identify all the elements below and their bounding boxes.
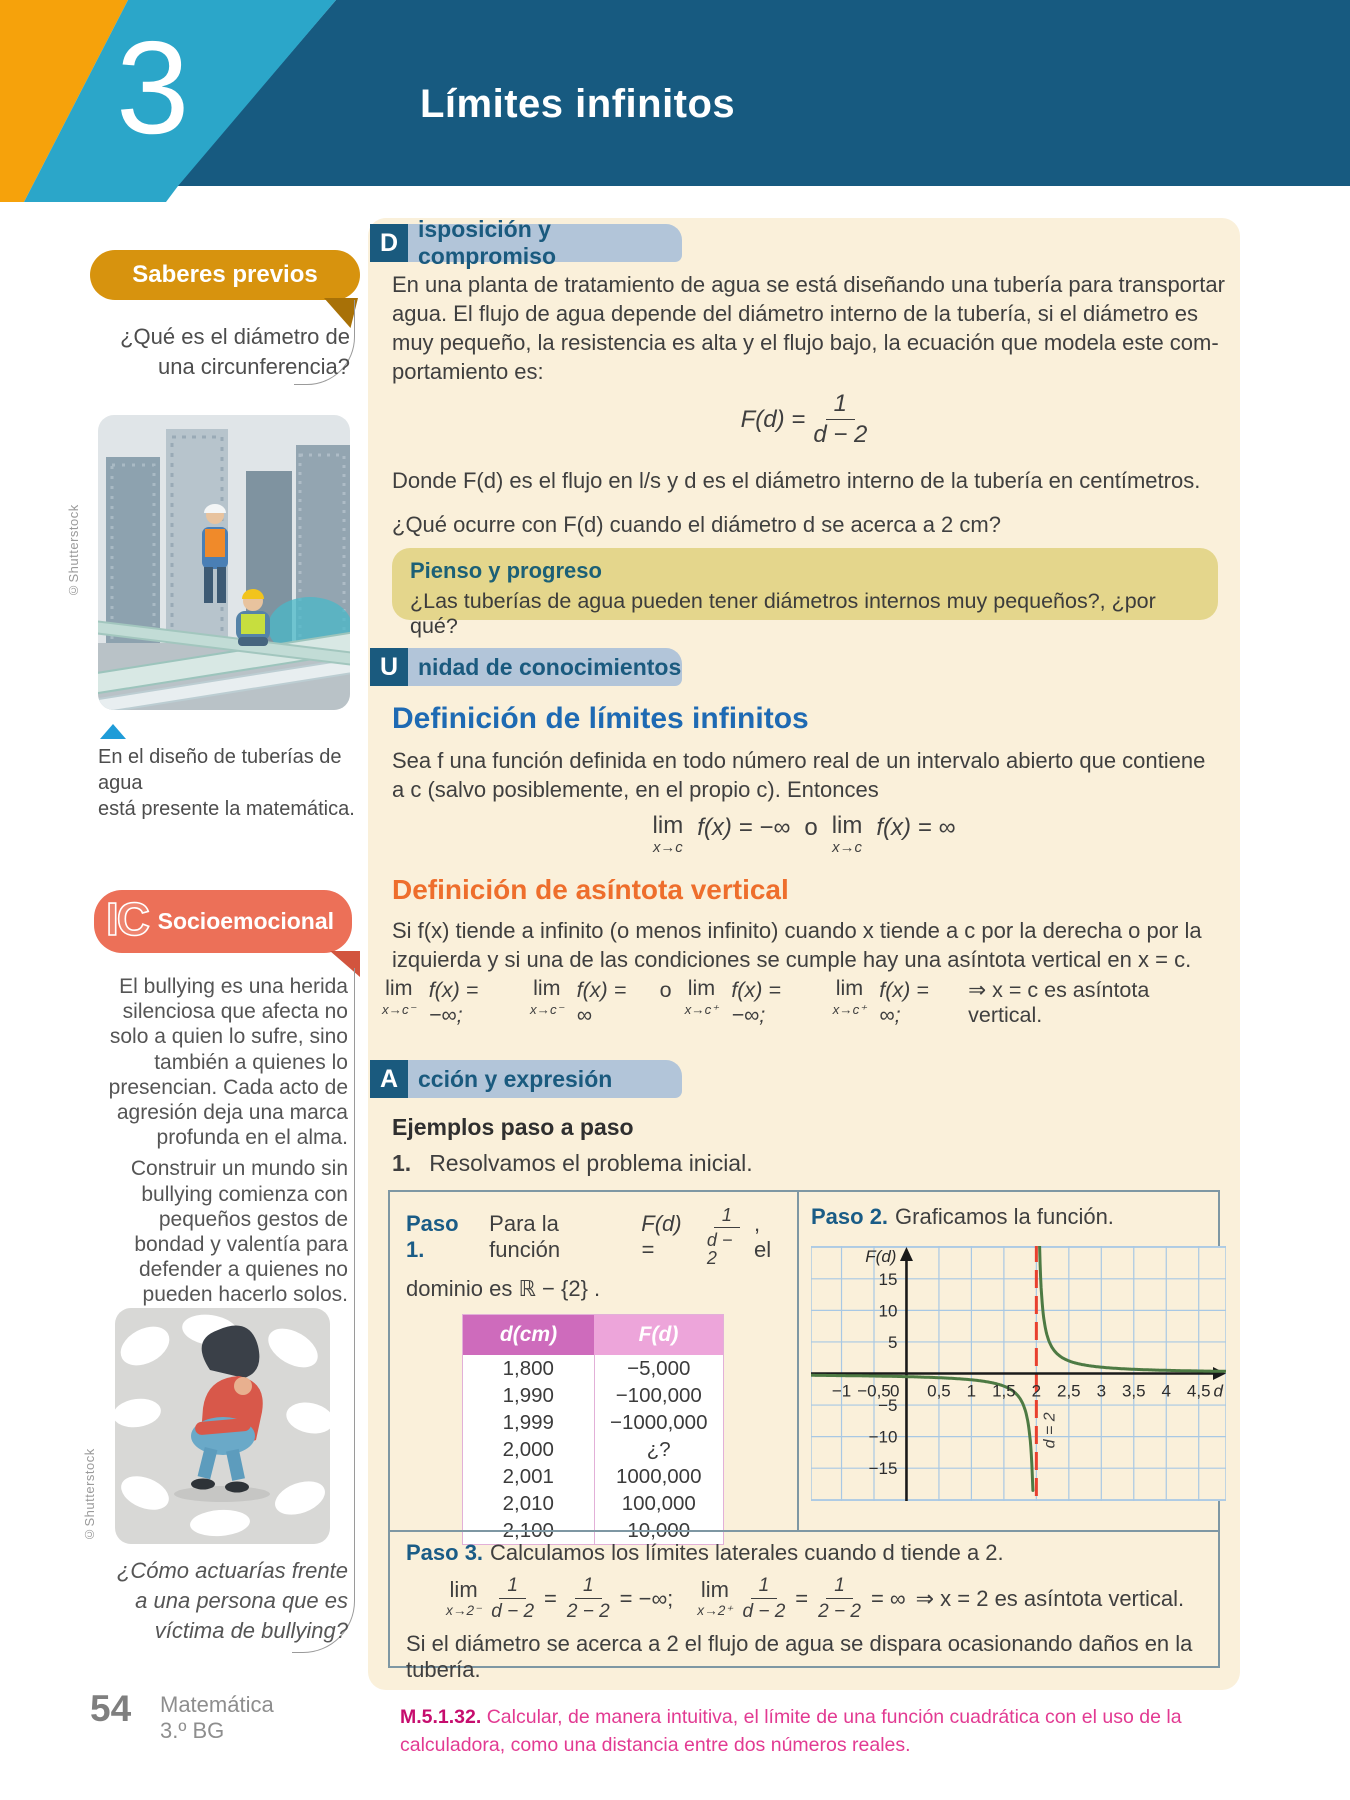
- paso3-formula-row: [446, 1576, 1202, 1621]
- socioemocional-label: Socioemocional: [157, 908, 334, 934]
- exercise-text: Resolvamos el problema inicial.: [429, 1150, 753, 1176]
- table-cell: 1,800: [463, 1355, 595, 1382]
- table-row: [463, 1463, 724, 1490]
- photo-credit: ©Shutterstock: [66, 504, 81, 598]
- paso3-frac-4: $\frac{1}{2 - 2}$: [818, 1575, 861, 1622]
- saberes-previos-badge: [90, 250, 360, 300]
- limit-right-expr: f(x) = ∞: [876, 814, 956, 841]
- photo-illustration: [98, 415, 350, 710]
- section-accion: [370, 1060, 682, 1098]
- paso3-frac-1: $\frac{1}{d - 2}$: [491, 1575, 535, 1622]
- svg-text:4: 4: [1161, 1381, 1171, 1401]
- exercise-number: 1.: [392, 1150, 412, 1176]
- cond-expr-3: f(x) = −∞;: [731, 978, 781, 1027]
- pipes-workers-photo: [98, 415, 350, 710]
- cond-limit-4: lim x→c⁺: [832, 976, 867, 1017]
- section-letter-a: A: [370, 1060, 408, 1098]
- crouching-person: [191, 1326, 263, 1493]
- chapter-number: 3: [116, 14, 190, 161]
- course-label: [160, 1692, 274, 1744]
- section-label-unidad: nidad de conocimientos: [408, 648, 682, 686]
- svg-text:−1: −1: [831, 1381, 852, 1401]
- section-letter-u: U: [370, 648, 408, 686]
- limit-left: lim x→c: [652, 812, 684, 856]
- table-header-fd: F(d): [594, 1315, 724, 1356]
- where-line: [392, 466, 1220, 495]
- paso3-note: Si el diámetro se acerca a 2 el flujo de agua se dispara ocasionando daños en la tubería.: [406, 1631, 1193, 1682]
- svg-text:d = 2: d = 2: [1041, 1412, 1059, 1449]
- paso1-tail: , el: [753, 1210, 772, 1262]
- pienso-y-progreso-box: [392, 548, 1218, 638]
- paso3-result-left: = −∞;: [619, 1585, 674, 1611]
- paso1-cell: [390, 1192, 799, 1542]
- table-cell: 2,000: [463, 1436, 595, 1463]
- svg-text:−10: −10: [868, 1427, 898, 1447]
- saberes-question: ¿Qué es el diámetro de una circunferencia?: [120, 324, 350, 379]
- paso3-result-right: = ∞: [870, 1585, 906, 1611]
- svg-text:0,5: 0,5: [927, 1381, 951, 1401]
- paso3-label: Paso 3.: [406, 1540, 484, 1565]
- paso3-frac-3: $\frac{1}{d - 2}$: [742, 1575, 786, 1622]
- socioemocional-question: ¿Cómo actuarías frente a una persona que es víctima de bullying?: [116, 1558, 348, 1643]
- asymptote-paragraph: Si f(x) tiende a infinito (o menos infinito) cuando x tiende a c por la derecha o por la izquierda y si una de las condiciones se cumple hay una asíntota vertical en x = c.: [392, 918, 1202, 972]
- table-cell: 2,001: [463, 1463, 595, 1490]
- svg-text:2,5: 2,5: [1057, 1381, 1081, 1401]
- illustration-credit: ©Shutterstock: [82, 1448, 97, 1542]
- table-cell: 2,010: [463, 1490, 595, 1517]
- or-word-2: o: [659, 978, 672, 1002]
- paso3-frac-2: $\frac{1}{2 - 2}$: [566, 1575, 610, 1622]
- svg-text:F(d): F(d): [865, 1247, 897, 1266]
- table-cell: ¿?: [594, 1436, 724, 1463]
- svg-text:10: 10: [878, 1301, 898, 1321]
- cond-limit-2: lim x→c⁻: [529, 976, 564, 1017]
- svg-text:2: 2: [1031, 1381, 1042, 1401]
- page-number: 54: [90, 1688, 132, 1729]
- svg-text:1: 1: [966, 1381, 977, 1401]
- pienso-title: Pienso y progreso: [410, 558, 602, 583]
- heading-asintota-vertical: Definición de asíntota vertical: [392, 874, 789, 905]
- formula-fraction: $\frac{1}{d - 2}$: [813, 390, 868, 448]
- ic-logo: IC: [106, 893, 148, 945]
- paso3-limit-right: lim x→2⁺: [697, 1577, 733, 1619]
- svg-text:3,5: 3,5: [1121, 1381, 1146, 1401]
- table-cell: −100,000: [594, 1382, 724, 1409]
- curriculum-standard-note: [400, 1703, 1242, 1759]
- socioemocional-badge: [94, 890, 352, 953]
- cond-expr-1: f(x) = −∞;: [428, 978, 479, 1027]
- cond-limit-3: lim x→c⁺: [684, 976, 719, 1017]
- paso2-lead: Graficamos la función.: [895, 1204, 1114, 1229]
- section-label-disposicion: isposición y compromiso: [408, 224, 682, 262]
- svg-text:5: 5: [888, 1332, 898, 1352]
- cond-expr-2: f(x) = ∞: [576, 978, 627, 1027]
- or-word: o: [804, 814, 818, 841]
- asymptote-conditions-row: [382, 978, 1226, 1028]
- definition-paragraph: Sea f una función definida en todo número real de un intervalo abierto que contiene a c (salvo posiblemente, en el propio c). Entonces: [392, 748, 1206, 802]
- table-cell: 2,100: [463, 1517, 595, 1545]
- flow-formula: [368, 392, 1240, 447]
- paso1-formula-lhs: F(d) =: [641, 1210, 682, 1262]
- paso1-title-line: [406, 1206, 783, 1267]
- paso2-cell: [799, 1192, 1223, 1530]
- course-name: Matemática: [160, 1692, 274, 1717]
- bullying-illustration: [115, 1308, 330, 1544]
- cond-expr-4: f(x) = ∞;: [879, 978, 929, 1027]
- page-title: Límites infinitos: [420, 82, 736, 126]
- paso1-label: Paso 1.: [406, 1210, 459, 1262]
- standard-text: Calcular, de manera intuitiva, el límite de una función cuadrática con el uso de la calculadora, como una distancia entre dos números reales.: [400, 1706, 1182, 1756]
- section-label-accion: cción y expresión: [408, 1060, 682, 1098]
- main-content-panel: [368, 218, 1240, 1690]
- paso3-title-line: [406, 1540, 1202, 1566]
- socioemocional-text: [78, 974, 348, 1308]
- table-cell: 1,990: [463, 1382, 595, 1409]
- infinite-limits-formula: [368, 814, 1240, 856]
- standard-code: M.5.1.32.: [400, 1706, 482, 1728]
- section-letter-d: D: [370, 224, 408, 262]
- cond-limit-1: lim x→c⁻: [382, 976, 416, 1017]
- svg-text:−15: −15: [868, 1459, 898, 1479]
- limit-right: lim x→c: [831, 812, 863, 856]
- paso3-limit-left: lim x→2⁻: [446, 1577, 482, 1619]
- paso1-formula-fraction: $\frac{1}{d - 2}$: [707, 1206, 747, 1267]
- function-graph: [811, 1246, 1226, 1501]
- saberes-previos-label: Saberes previos: [132, 261, 318, 288]
- paso1-domain: dominio es ℝ − {2} .: [406, 1276, 601, 1301]
- svg-text:−0,5: −0,5: [857, 1381, 891, 1401]
- pienso-question: ¿Las tuberías de agua pueden tener diámetros internos muy pequeños?, ¿por qué?: [410, 589, 1156, 638]
- svg-text:1,5: 1,5: [992, 1381, 1016, 1401]
- table-cell: 10,000: [594, 1517, 724, 1545]
- where-text: Donde F(d) es el flujo en l/s y d es el diámetro interno de la tubería en centímetros.: [392, 468, 1201, 493]
- svg-text:15: 15: [878, 1269, 898, 1289]
- table-header-d: d(cm): [463, 1315, 595, 1356]
- table-row: [463, 1355, 724, 1382]
- socio-paragraph-2: Construir un mundo sin bullying comienza con pequeños gestos de bondad y valentía para defender a quienes no pueden hacerlo solos.: [130, 1157, 348, 1307]
- values-table: [462, 1314, 724, 1545]
- table-row: [463, 1409, 724, 1436]
- triangle-up-icon: [100, 724, 126, 739]
- limit-left-expr: f(x) = −∞: [697, 814, 791, 841]
- equals-sign-2: =: [795, 1585, 809, 1611]
- svg-text:−5: −5: [878, 1396, 898, 1416]
- paso2-title-line: [811, 1204, 1218, 1230]
- equals-sign: =: [544, 1585, 557, 1611]
- paso1-lead: Para la función: [489, 1210, 561, 1262]
- asymptote-conclusion: ⇒ x = c es asíntota vertical.: [968, 978, 1150, 1027]
- paso3-cell: [390, 1530, 1218, 1682]
- socio-paragraph-1: El bullying es una herida silenciosa que afecta no solo a quien lo sufre, sino también a quienes lo presencian. Cada acto de agresión deja una marca profunda en el alma.: [108, 975, 348, 1150]
- heading-limites-infinitos: Definición de límites infinitos: [392, 702, 809, 735]
- svg-text:4,5: 4,5: [1186, 1381, 1211, 1401]
- table-row: [463, 1382, 724, 1409]
- photo-caption: En el diseño de tuberías de agua está presente la matemática.: [98, 746, 355, 820]
- svg-text:0: 0: [890, 1381, 900, 1401]
- question-line: [392, 510, 1220, 539]
- course-grade: 3.º BG: [160, 1718, 225, 1743]
- ejemplos-subtitle: Ejemplos paso a paso: [392, 1114, 634, 1140]
- question-text: ¿Qué ocurre con F(d) cuando el diámetro d se acerca a 2 cm?: [392, 512, 1001, 537]
- table-cell: −1000,000: [594, 1409, 724, 1436]
- table-cell: −5,000: [594, 1355, 724, 1382]
- section-unidad: [370, 648, 682, 686]
- bullying-illustration-svg: [115, 1308, 330, 1544]
- example-box: [388, 1190, 1223, 1682]
- exercise-item-1: [392, 1150, 753, 1177]
- section-disposicion: [370, 216, 682, 269]
- paso3-conclusion: ⇒ x = 2 es asíntota vertical.: [915, 1585, 1185, 1611]
- table-cell: 1000,000: [594, 1463, 724, 1490]
- svg-text:3: 3: [1096, 1381, 1107, 1401]
- intro-paragraph: En una planta de tratamiento de agua se está diseñando una tubería para transportar agua. El flujo de agua depende del diámetro interno de la tubería, si el diámetro es muy pequeño, la resistencia es alta y el flujo bajo, la ecuación que modela este com- portamiento es:: [392, 272, 1225, 384]
- paso3-lead: Calculamos los límites laterales cuando d tiende a 2.: [490, 1540, 1004, 1565]
- table-row: [463, 1436, 724, 1463]
- table-cell: 100,000: [594, 1490, 724, 1517]
- table-cell: 1,999: [463, 1409, 595, 1436]
- paso2-label: Paso 2.: [811, 1204, 889, 1229]
- formula-lhs: F(d) =: [740, 405, 806, 433]
- table-row: [463, 1490, 724, 1517]
- svg-text:d: d: [1213, 1381, 1223, 1401]
